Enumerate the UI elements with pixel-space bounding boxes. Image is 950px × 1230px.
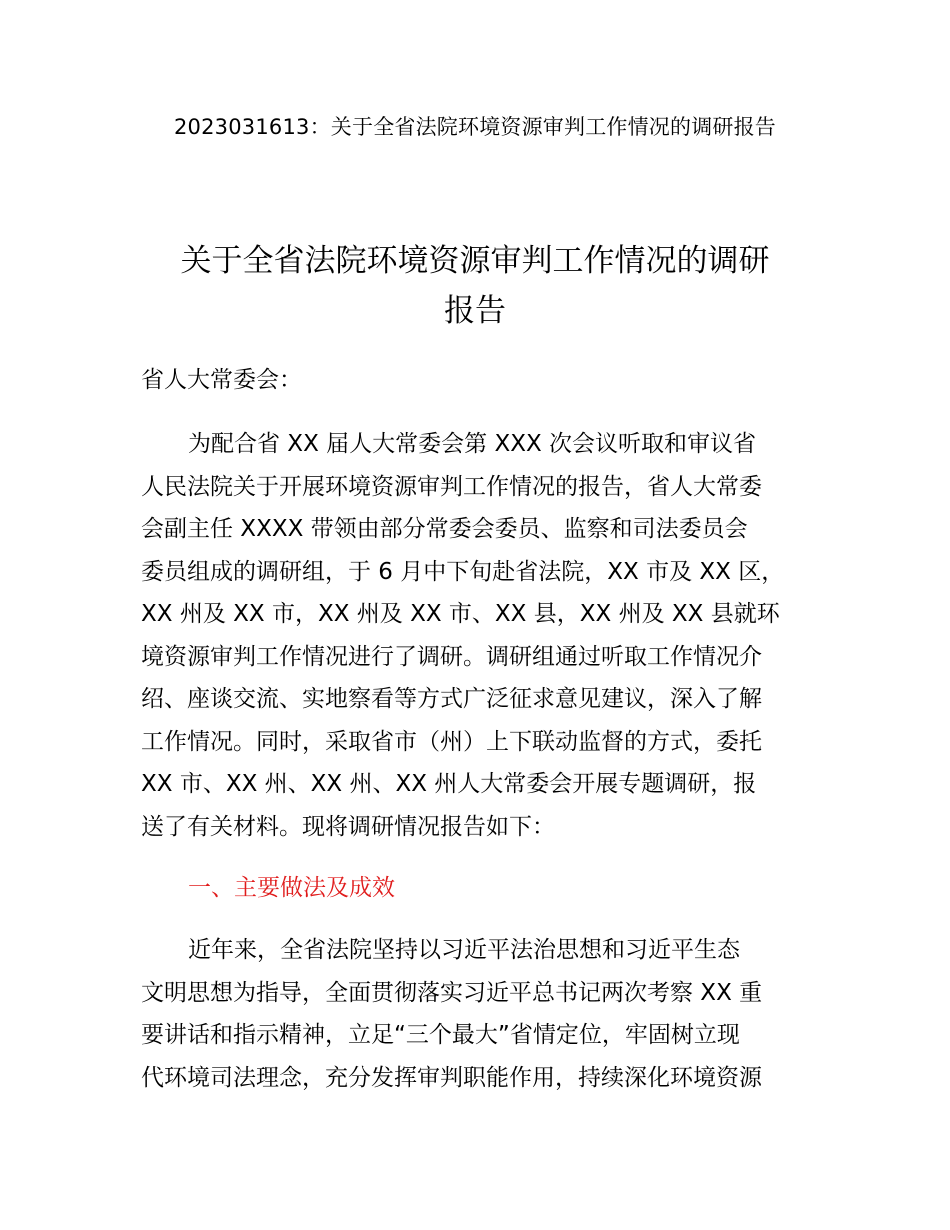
paragraph-line: 近年来，全省法院坚持以习近平法治思想和习近平生态 — [188, 937, 740, 963]
document-header: 2023031613：关于全省法院环境资源审判工作情况的调研报告 — [173, 115, 776, 139]
paragraph-line: 要讲话和指示精神，立足“三个最大”省情定位，牢固树立现 — [141, 1022, 740, 1048]
paragraph-line: 工作情况。同时，采取省市（州）上下联动监督的方式，委托 — [141, 728, 762, 755]
title-line-1: 关于全省法院环境资源审判工作情况的调研 — [180, 243, 770, 279]
paragraph-section-1 — [141, 929, 841, 1099]
paragraph-line: 境资源审判工作情况进行了调研。调研组通过听取工作情况介 — [141, 643, 762, 670]
paragraph-line: 送了有关材料。现将调研情况报告如下： — [141, 813, 555, 840]
title-line-2: 报告 — [444, 293, 506, 329]
section-heading-1: 一、主要做法及成效 — [188, 875, 395, 901]
paragraph-line: 代环境司法理念，充分发挥审判职能作用，持续深化环境资源 — [141, 1064, 762, 1091]
paragraph-line: 委员组成的调研组，于 6 月中下旬赴省法院，XX 市及 XX 区， — [141, 558, 785, 585]
paragraph-line: XX 州及 XX 市，XX 州及 XX 市、XX 县，XX 州及 XX 县就环 — [141, 601, 780, 627]
paragraph-line: XX 市、XX 州、XX 州、XX 州人大常委会开展专题调研，报 — [141, 771, 757, 797]
paragraph-intro — [141, 423, 841, 848]
paragraph-line: 为配合省 XX 届人大常委会第 XXX 次会议听取和审议省 — [188, 431, 757, 457]
paragraph-line: 会副主任 XXXX 带领由部分常委会委员、监察和司法委员会 — [141, 516, 748, 542]
document-title — [120, 236, 830, 336]
salutation: 省人大常委会： — [141, 367, 302, 393]
paragraph-line: 文明思想为指导，全面贯彻落实习近平总书记两次考察 XX 重 — [141, 979, 763, 1006]
paragraph-line: 人民法院关于开展环境资源审判工作情况的报告，省人大常委 — [141, 473, 762, 500]
paragraph-line: 绍、座谈交流、实地察看等方式广泛征求意见建议，深入了解 — [141, 686, 762, 712]
